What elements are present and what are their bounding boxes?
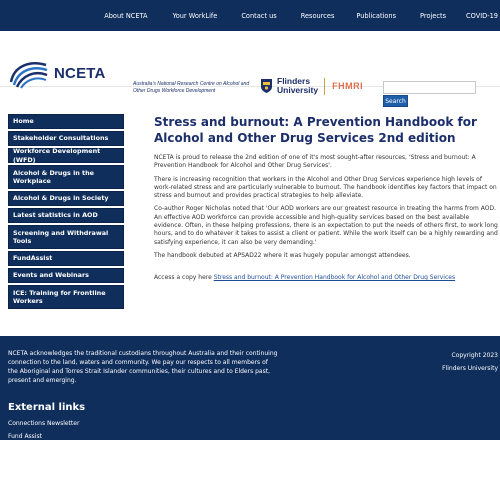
university-text: Flinders University	[442, 365, 498, 372]
link-fund-assist[interactable]: Fund Assist	[8, 433, 42, 440]
nav-projects[interactable]: Projects	[420, 11, 447, 20]
tagline: Australia's National Research Centre on Alcohol and Other Drugs Workforce Development	[133, 81, 250, 94]
sidebar-item-ice-training[interactable]: ICE: Training for Frontline Workers	[8, 285, 124, 309]
sidebar-item-fundassist[interactable]: FundAssist	[8, 251, 124, 266]
logo-text: NCETA	[54, 64, 106, 82]
nav-publications[interactable]: Publications	[356, 11, 397, 20]
sidebar-item-alcohol-drugs-workplace[interactable]: Alcohol & Drugs in the Workplace	[8, 165, 124, 189]
acknowledgement-of-country: NCETA acknowledges the traditional custodians throughout Australia and their continuing connection to the land, waters and community. We pay our respects to all members of the Aboriginal and Torres Strait Islander communities, their cultures and to Elders past, present and emerging.	[8, 350, 278, 384]
copyright-block	[442, 349, 498, 375]
link-connections-newsletter[interactable]: Connections Newsletter	[8, 420, 80, 427]
external-links-list	[8, 417, 79, 443]
paragraph-intro: NCETA is proud to release the 2nd edition of one of it's most sought-after resources, 'Stress and burnout: A Prevention Handbook for Alcohol and Other Drug Services'.	[154, 154, 476, 170]
flinders-wordmark	[277, 77, 318, 95]
flinders-shield-icon	[260, 78, 273, 94]
sidebar-item-screening-tools[interactable]: Screening and Withdrawal Tools	[8, 225, 124, 249]
search-button[interactable]: Search	[383, 95, 408, 107]
nav-resources[interactable]: Resources	[300, 11, 335, 20]
site-header	[0, 31, 500, 105]
top-navigation	[0, 0, 500, 31]
paragraph-quote: Co-author Roger Nicholas noted that 'Our AOD workers are our greatest resource in treating the harms from AOD. An effective AOD workforce can provide accessible and high-quality services based on the best available evidence. Often, in these helping professions, there is an expectation to put the needs of others first, to work long hours, and to do whatever it takes to assist a client or patient. While the work itself can be a highly rewarding and satisfying experience, it can also be very demanding.'	[154, 205, 498, 246]
nav-your-worklife[interactable]: Your WorkLife	[172, 11, 218, 20]
paragraph-recognition: There is increasing recognition that workers in the Alcohol and Other Drug Services experience high levels of work-related stress and are particularly vulnerable to burnout. The handbook identifies key factors that impact on stress and burnout and provides practical strategies to help alleviate.	[154, 175, 497, 200]
copyright-text: Copyright 2023	[451, 352, 498, 359]
sidebar-item-stakeholder-consultations[interactable]: Stakeholder Consultations	[8, 131, 124, 146]
main-area	[0, 114, 500, 328]
nav-covid-19[interactable]: COVID-19	[466, 11, 498, 20]
sidebar-item-events-webinars[interactable]: Events and Webinars	[8, 268, 124, 283]
paragraph-debut: The handbook debuted at APSAD22 where it was hugely popular amongst attendees.	[154, 251, 411, 259]
page-title: Stress and burnout: A Prevention Handbook for Alcohol and Other Drug Services 2nd edition	[154, 115, 477, 145]
search-input[interactable]	[383, 81, 476, 94]
article-content	[154, 114, 498, 288]
flinders-logo[interactable]	[260, 77, 363, 95]
external-links-title: External links	[8, 402, 86, 413]
paragraph-access	[154, 274, 498, 282]
flinders-line-2: University	[277, 85, 319, 95]
nceta-logo[interactable]	[8, 56, 106, 90]
sidebar-item-alcohol-drugs-society[interactable]: Alcohol & Drugs in Society	[8, 191, 124, 206]
nav-about-nceta[interactable]: About NCETA	[104, 11, 148, 20]
logo-divider	[324, 78, 325, 95]
sidebar-item-home[interactable]: Home	[8, 114, 124, 129]
sidebar-item-latest-statistics[interactable]: Latest statistics in AOD	[8, 208, 124, 223]
nceta-swirl-logo-icon	[8, 56, 50, 90]
nav-contact-us[interactable]: Contact us	[241, 11, 277, 20]
fhmri-logo[interactable]: FHMRI	[332, 81, 364, 91]
handbook-link[interactable]: Stress and burnout: A Prevention Handbook for Alcohol and Other Drug Services	[213, 274, 456, 282]
access-prefix: Access a copy here	[154, 274, 214, 282]
sidebar-item-workforce-development[interactable]: Workforce Development (WFD)	[8, 148, 124, 163]
site-footer	[0, 336, 500, 440]
flinders-line-1: Flinders	[277, 76, 311, 86]
sidebar	[8, 114, 124, 311]
